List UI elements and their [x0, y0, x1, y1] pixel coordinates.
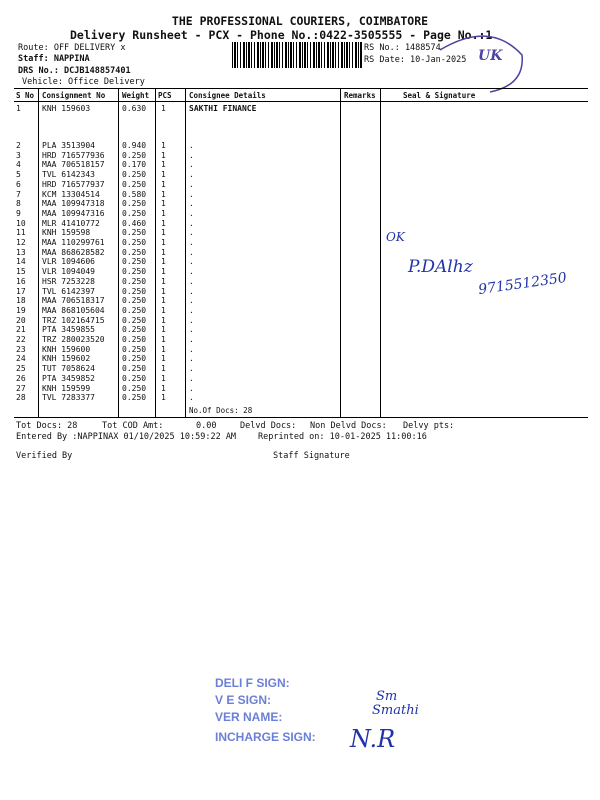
cell-sno: 22: [16, 335, 26, 344]
cell-consignment-no: KNH 159598: [42, 228, 91, 238]
cell-weight: 0.250: [122, 354, 147, 364]
cell-pcs: 1: [161, 286, 166, 296]
cell-consignee: .: [189, 373, 194, 383]
cell-sno: 2: [16, 141, 21, 150]
stamp-line-delivery: DELI F SIGN:: [215, 676, 290, 690]
entered-by: Entered By :NAPPINAX 01/10/2025 10:59:22 AM: [16, 432, 237, 442]
runsheet-subtitle: Delivery Runsheet - PCX - Phone No.:0422-3505555 - Page No.:1: [70, 28, 493, 42]
cell-pcs: 1: [161, 141, 166, 150]
cell-consignee: .: [189, 296, 194, 306]
cell-consignee: .: [189, 267, 194, 277]
cell-consignment-no: HRD 716577937: [42, 179, 105, 189]
cell-sno: 24: [16, 354, 26, 364]
cell-consignee: .: [189, 393, 194, 403]
cell-weight: 0.250: [122, 150, 147, 160]
receiver-phone: 9715512350: [477, 269, 568, 299]
cell-sno: 17: [16, 286, 26, 296]
cell-sno: 11: [16, 228, 26, 238]
table-bottom-border: [14, 417, 588, 418]
cell-consignee: .: [189, 199, 194, 209]
cell-pcs: 1: [161, 104, 166, 113]
cell-pcs: 1: [161, 364, 166, 374]
staff-signature: Staff Signature: [273, 451, 350, 461]
cell-weight: 0.250: [122, 276, 147, 286]
cell-consignee: .: [189, 286, 194, 296]
cell-pcs: 1: [161, 393, 166, 403]
cell-consignee: .: [189, 344, 194, 354]
cell-weight: 0.250: [122, 383, 147, 393]
cell-pcs: 1: [161, 218, 166, 228]
stamp-incharge-handwriting: N.R: [350, 725, 396, 753]
cell-consignee: .: [189, 141, 194, 150]
cell-sno: 1: [16, 104, 21, 113]
cell-weight: 0.250: [122, 335, 147, 344]
cell-sno: 14: [16, 257, 26, 267]
cell-pcs: 1: [161, 238, 166, 247]
cell-pcs: 1: [161, 305, 166, 315]
cell-consignee: .: [189, 335, 194, 344]
col-divider: [118, 88, 119, 418]
table-header-border: [14, 101, 588, 102]
cell-sno: 7: [16, 189, 21, 199]
header-pcs: PCS: [158, 91, 172, 100]
cell-sno: 21: [16, 325, 26, 335]
cell-consignee: .: [189, 218, 194, 228]
cell-sno: 15: [16, 267, 26, 277]
cell-consignee: .: [189, 305, 194, 315]
cell-consignee: .: [189, 354, 194, 364]
cell-pcs: 1: [161, 179, 166, 189]
cell-weight: 0.250: [122, 238, 147, 247]
cell-consignment-no: VLR 1094049: [42, 267, 95, 277]
cell-pcs: 1: [161, 170, 166, 180]
docs-count: No.Of Docs: 28: [189, 406, 253, 415]
cell-sno: 13: [16, 247, 26, 257]
cell-consignee: .: [189, 170, 194, 180]
cell-sno: 8: [16, 199, 21, 209]
table-top-border: [14, 88, 588, 89]
tot-cod-amount: 0.00: [196, 421, 217, 431]
cell-sno: 5: [16, 170, 21, 180]
cell-weight: 0.940: [122, 141, 147, 150]
cell-sno: 16: [16, 276, 26, 286]
cell-sno: 3: [16, 150, 21, 160]
cell-sno: 28: [16, 393, 26, 403]
cell-weight: 0.250: [122, 170, 147, 180]
cell-weight: 0.250: [122, 286, 147, 296]
cell-consignee: .: [189, 257, 194, 267]
col-divider: [38, 88, 39, 418]
cell-consignee: .: [189, 364, 194, 374]
cell-consignee: .: [189, 383, 194, 393]
cell-sno: 23: [16, 344, 26, 354]
cell-pcs: 1: [161, 208, 166, 218]
cell-pcs: 1: [161, 160, 166, 170]
cell-pcs: 1: [161, 199, 166, 209]
cell-consignment-no: HSR 7253228: [42, 276, 95, 286]
cell-consignment-no: PTA 3459855: [42, 325, 95, 335]
cell-consignee: .: [189, 238, 194, 247]
circle-stamp: [430, 30, 530, 100]
cell-pcs: 1: [161, 344, 166, 354]
cell-consignment-no: PTA 3459852: [42, 373, 95, 383]
cell-consignment-no: MLR 41410772: [42, 218, 100, 228]
cell-consignment-no: MAA 706518157: [42, 160, 105, 170]
verified-by: Verified By: [16, 451, 73, 461]
cell-consignment-no: HRD 716577936: [42, 150, 105, 160]
tot-cod-label: Tot COD Amt:: [102, 421, 164, 431]
cell-pcs: 1: [161, 373, 166, 383]
cell-pcs: 1: [161, 189, 166, 199]
cell-weight: 0.250: [122, 247, 147, 257]
cell-weight: 0.250: [122, 315, 147, 325]
cell-consignment-no: TUT 7058624: [42, 364, 95, 374]
header-consignee: Consignee Details: [189, 91, 266, 100]
cell-weight: 0.630: [122, 104, 147, 113]
ok-handwriting: OK: [386, 230, 405, 244]
cell-weight: 0.250: [122, 179, 147, 189]
reprinted-on: Reprinted on: 10-01-2025 11:00:16: [258, 432, 427, 442]
stamp-name-handwriting: Smathi: [372, 703, 419, 718]
cell-weight: 0.250: [122, 364, 147, 374]
col-divider: [380, 88, 381, 418]
header-remarks: Remarks: [344, 91, 376, 100]
cell-consignment-no: TVL 6142397: [42, 286, 95, 296]
cell-weight: 0.250: [122, 305, 147, 315]
delvy-pts: Delvy pts:: [403, 421, 455, 431]
cell-weight: 0.250: [122, 325, 147, 335]
cell-pcs: 1: [161, 354, 166, 364]
cell-pcs: 1: [161, 383, 166, 393]
header-sno: S No: [16, 91, 35, 100]
cell-sno: 9: [16, 208, 21, 218]
cell-consignee: .: [189, 189, 194, 199]
drs-number: DRS No.: DCJB148857401: [18, 66, 131, 76]
cell-pcs: 1: [161, 335, 166, 344]
cell-pcs: 1: [161, 257, 166, 267]
tot-docs: Tot Docs: 28: [16, 421, 78, 431]
stamp-sign-handwriting: Sm: [376, 689, 398, 704]
cell-sno: 27: [16, 383, 26, 393]
cell-weight: 0.250: [122, 373, 147, 383]
col-divider: [185, 88, 186, 418]
cell-consignment-no: TVL 6142343: [42, 170, 95, 180]
cell-sno: 10: [16, 218, 26, 228]
cell-pcs: 1: [161, 296, 166, 306]
cell-consignment-no: MAA 868105604: [42, 305, 105, 315]
cell-pcs: 1: [161, 267, 166, 277]
cell-consignment-no: MAA 110299761: [42, 238, 105, 247]
cell-pcs: 1: [161, 150, 166, 160]
company-title: THE PROFESSIONAL COURIERS, COIMBATORE: [171, 14, 429, 28]
header-consignment: Consignment No: [42, 91, 106, 100]
cell-consignment-no: TRZ 280023520: [42, 335, 105, 344]
cell-consignee: .: [189, 315, 194, 325]
cell-sno: 25: [16, 364, 26, 374]
route-label: Route: OFF DELIVERY x: [18, 43, 126, 53]
cell-consignment-no: VLR 1094606: [42, 257, 95, 267]
cell-consignee: .: [189, 208, 194, 218]
cell-weight: 0.250: [122, 257, 147, 267]
cell-consignee: .: [189, 160, 194, 170]
cell-weight: 0.250: [122, 199, 147, 209]
cell-pcs: 1: [161, 247, 166, 257]
cell-consignment-no: TRZ 102164715: [42, 315, 105, 325]
cell-consignee: .: [189, 150, 194, 160]
stamp-line-name: VER NAME:: [215, 710, 283, 724]
cell-consignment-no: MAA 706518317: [42, 296, 105, 306]
stamp-circle-text: UK: [478, 48, 503, 64]
cell-weight: 0.250: [122, 228, 147, 238]
cell-sno: 6: [16, 179, 21, 189]
cell-consignee: SAKTHI FINANCE: [189, 104, 257, 113]
staff-label: Staff: NAPPINA: [18, 54, 90, 64]
cell-consignment-no: KNH 159600: [42, 344, 91, 354]
cell-consignment-no: MAA 868628582: [42, 247, 105, 257]
cell-weight: 0.580: [122, 189, 147, 199]
stamp-line-sign: V E SIGN:: [215, 693, 272, 707]
cell-consignment-no: KCM 13304514: [42, 189, 100, 199]
cell-consignment-no: PLA 3513904: [42, 141, 95, 150]
cell-weight: 0.250: [122, 267, 147, 277]
cell-pcs: 1: [161, 315, 166, 325]
cell-consignment-no: TVL 7283377: [42, 393, 95, 403]
rs-date: RS Date: 10-Jan-2025: [364, 55, 467, 65]
header-weight: Weight: [122, 91, 150, 100]
cell-weight: 0.250: [122, 344, 147, 354]
vehicle-label: Vehicle: Office Delivery: [22, 77, 145, 87]
cell-weight: 0.250: [122, 208, 147, 218]
rs-number: RS No.: 1488574: [364, 43, 441, 53]
cell-sno: 19: [16, 305, 26, 315]
stamp-line-incharge: INCHARGE SIGN:: [215, 730, 316, 744]
cell-pcs: 1: [161, 228, 166, 238]
header-seal-signature: Seal & Signature: [403, 91, 476, 100]
cell-consignment-no: MAA 109947316: [42, 208, 105, 218]
cell-sno: 26: [16, 373, 26, 383]
barcode: [232, 42, 362, 68]
col-divider: [340, 88, 341, 418]
cell-consignment-no: MAA 109947318: [42, 199, 105, 209]
cell-sno: 18: [16, 296, 26, 306]
delvd-docs: Delvd Docs:: [240, 421, 297, 431]
cell-sno: 20: [16, 315, 26, 325]
cell-sno: 12: [16, 238, 26, 247]
non-delvd-docs: Non Delvd Docs:: [310, 421, 387, 431]
cell-consignment-no: KNH 159603: [42, 104, 91, 113]
cell-weight: 0.460: [122, 218, 147, 228]
cell-consignee: .: [189, 276, 194, 286]
cell-consignee: .: [189, 179, 194, 189]
cell-weight: 0.170: [122, 160, 147, 170]
cell-consignment-no: KNH 159599: [42, 383, 91, 393]
cell-consignment-no: KNH 159602: [42, 354, 91, 364]
cell-consignee: .: [189, 247, 194, 257]
cell-pcs: 1: [161, 325, 166, 335]
cell-sno: 4: [16, 160, 21, 170]
cell-consignee: .: [189, 228, 194, 238]
col-divider: [155, 88, 156, 418]
receiver-signature: P.DAlhz: [408, 257, 473, 277]
cell-weight: 0.250: [122, 393, 147, 403]
cell-weight: 0.250: [122, 296, 147, 306]
cell-consignee: .: [189, 325, 194, 335]
cell-pcs: 1: [161, 276, 166, 286]
